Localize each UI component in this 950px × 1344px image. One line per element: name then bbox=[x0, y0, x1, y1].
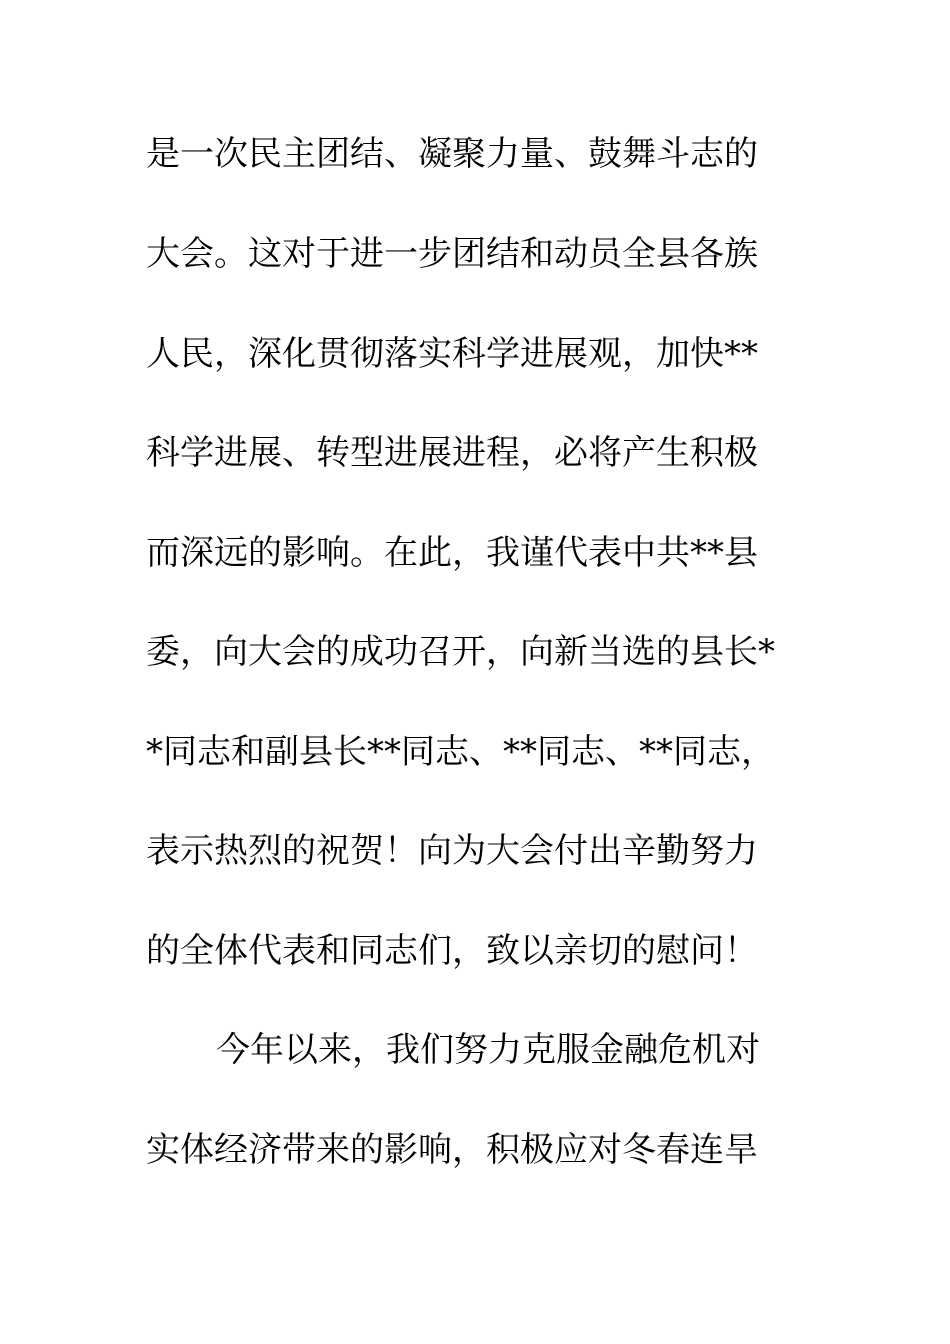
text-line-7: *同志和副县长**同志、**同志、**同志， bbox=[146, 732, 775, 772]
text-line-9: 的全体代表和同志们，致以亲切的慰问！ bbox=[146, 931, 758, 971]
text-line-5: 而深远的影响。在此，我谨代表中共**县 bbox=[146, 533, 758, 573]
text-line-4: 科学进展、转型进展进程，必将产生积极 bbox=[146, 433, 758, 473]
text-line-10: 今年以来，我们努力克服金融危机对 bbox=[216, 1030, 760, 1070]
text-line-1: 是一次民主团结、凝聚力量、鼓舞斗志的 bbox=[146, 134, 758, 174]
text-line-3: 人民，深化贯彻落实科学进展观，加快** bbox=[146, 334, 758, 374]
text-line-8: 表示热烈的祝贺！向为大会付出辛勤努力 bbox=[146, 831, 758, 871]
text-line-2: 大会。这对于进一步团结和动员全县各族 bbox=[146, 234, 758, 274]
text-line-6: 委，向大会的成功召开，向新当选的县长* bbox=[146, 632, 775, 672]
text-line-11: 实体经济带来的影响，积极应对冬春连旱 bbox=[146, 1130, 758, 1170]
